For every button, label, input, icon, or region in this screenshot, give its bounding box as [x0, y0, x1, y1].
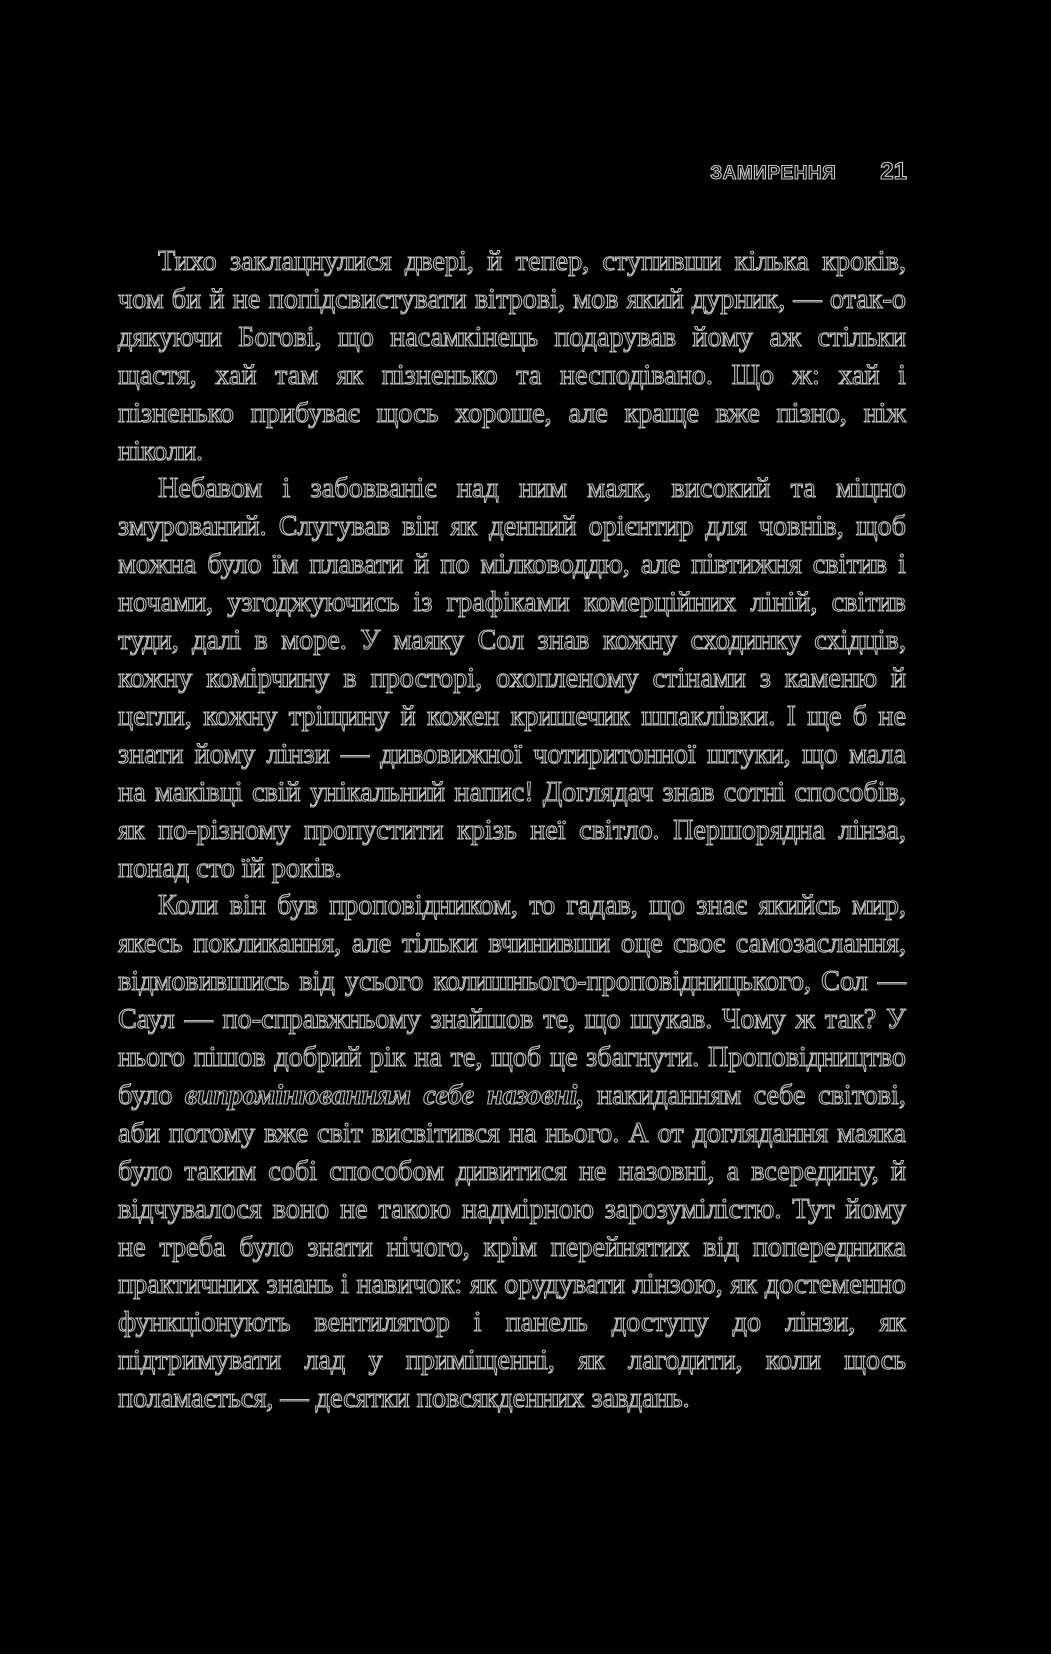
page-number: 21: [880, 158, 907, 185]
running-title: ЗАМИРЕННЯ: [710, 163, 837, 184]
body-text: [118, 243, 906, 1418]
paragraph: Тихо заклацнулися двері, й тепер, ступивши кілька кроків, чом би й не попідсвистувати вітрові, мов який дурник, — отак-о дякуючи Богові, що насамкінець подарував йому аж стільки щастя, хай там як пізненько та несподівано. Що ж: хай і пізненько прибуває щось хороше, але краще вже пізно, ніж ніколи.: [118, 246, 906, 467]
paragraph-text: Коли він був проповідником, то гадав, що знає якийсь мир, якесь покликання, але тільки вчинивши оце своє самозаслання, відмовившись від усього колишнього-проповідницького, Сол — Саул — по-справжньому знайшов те, що шукав. Чому ж так? У нього пішов добрий рік на те, щоб це збагнути. Проповідництво було: [118, 890, 906, 1111]
paragraph-text: накиданням себе світові, аби потому вже світ висвітився на нього. А от доглядання маяка було таким собі способом дивитися не назовні, а всередину, й відчувалося воно не такою надмірною зарозумілістю. Тут йому не треба було знати нічого, крім перейнятих від попередника практичних знань і навичок: як орудувати лінзою, як достеменно функціонують вентилятор і панель доступу до лінзи, як підтримувати лад у приміщенні, як лагодити, коли щось поламається, — десятки повсякденних завдань.: [118, 1079, 906, 1415]
paragraph: [118, 887, 906, 1418]
emphasized-phrase: випромінюванням себе назовні,: [184, 1079, 585, 1111]
running-head: [710, 158, 907, 186]
paragraph: Небавом і забовваніє над ним маяк, високий та міцно змурований. Слугував він як денний орієнтир для човнів, щоб можна було їм плавати й по мілководдю, але півтижня світив і ночами, узгоджуючись із графіками комерційних ліній, світив туди, далі в море. У маяку Сол знав кожну сходинку східців, кожну комірчину в просторі, охопленому стінами з каменю й цегли, кожну тріщину й кожен кришечик шпаклівки. І ще б не знати йому лінзи — дивовижної чотиритонної штуки, що мала на маківці свій унікальний напис! Доглядач знав сотні способів, як по-різному пропустити крізь неї світло. Першорядна лінза, понад сто їй років.: [118, 473, 906, 884]
